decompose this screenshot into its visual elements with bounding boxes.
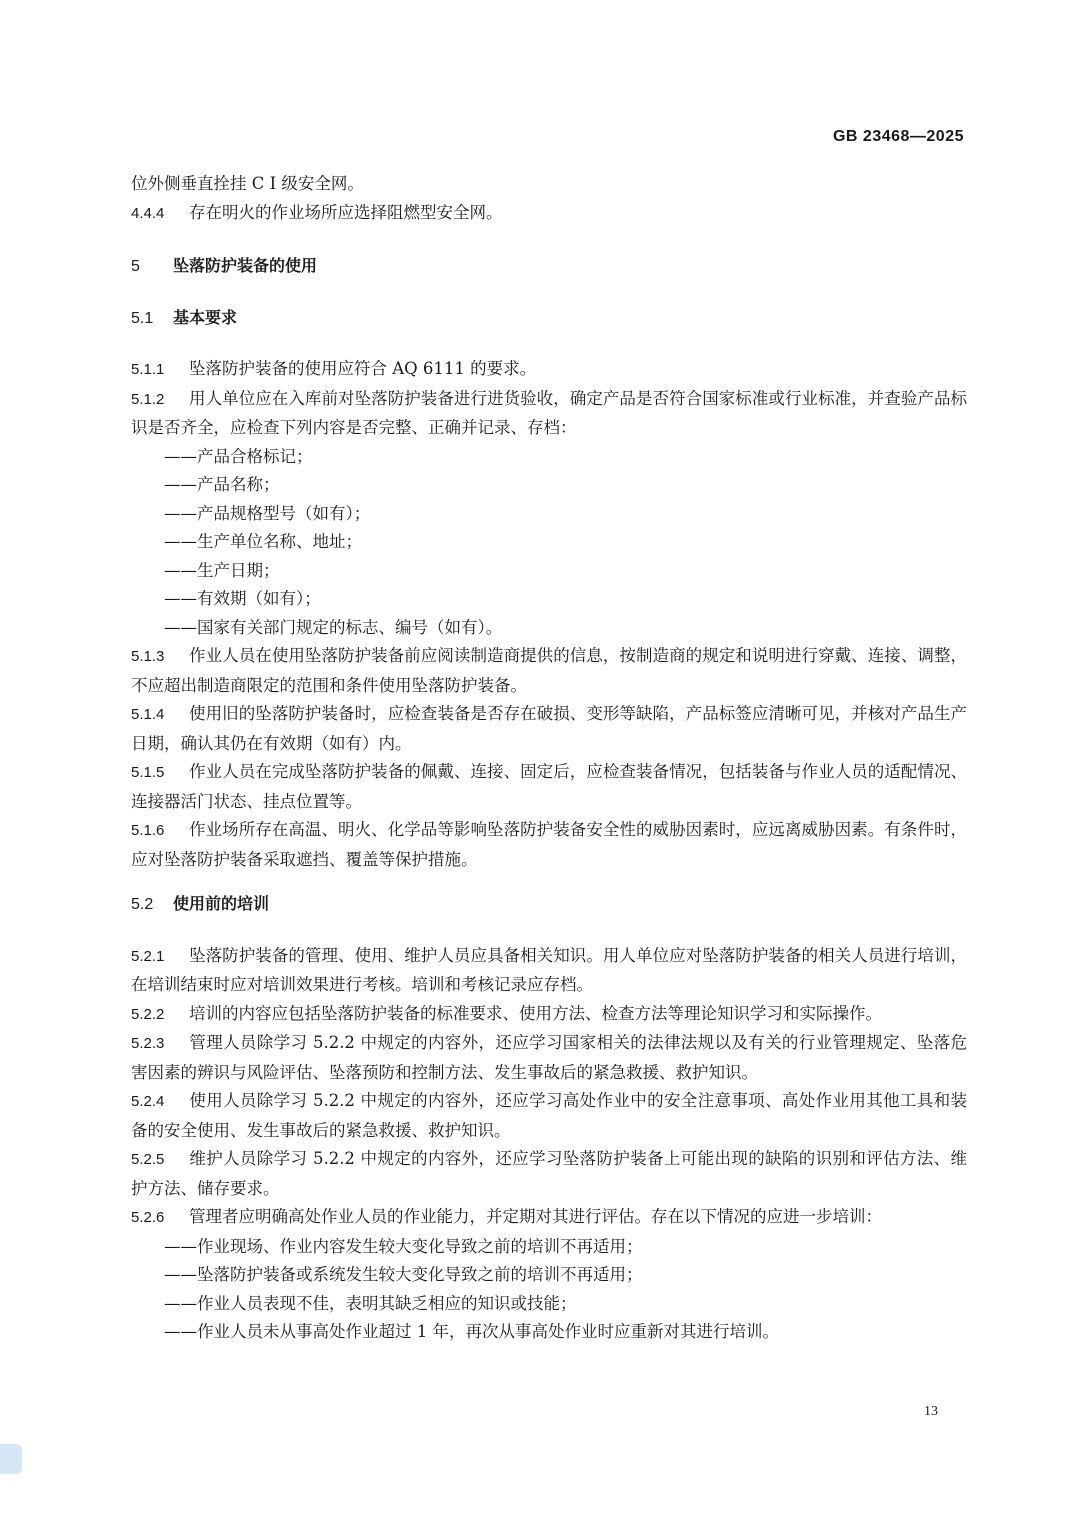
standard-number: GB 23468—2025 [832, 128, 964, 145]
clause-number: 5.2.3 [131, 1035, 165, 1052]
heading-5 [131, 252, 967, 282]
heading-5-1 [131, 304, 967, 334]
clause-5-1-3 [131, 642, 967, 700]
clause-5-1-5 [131, 758, 967, 816]
clause-number: 5.1.4 [131, 706, 165, 723]
list-item: ——作业现场、作业内容发生较大变化导致之前的培训不再适用； [164, 1236, 643, 1256]
list-item: ——有效期（如有）； [164, 589, 321, 608]
heading-number: 5.1 [131, 309, 154, 327]
clause-text: 管理者应明确高处作业人员的作业能力，并定期对其进行评估。存在以下情况的应进一步培训： [189, 1207, 882, 1226]
clause-text: 存在明火的作业场所应选择阻燃型安全网。 [189, 202, 503, 222]
heading-5-2 [131, 890, 967, 920]
clause-5-1-4 [131, 700, 967, 758]
clause-number: 5.1.5 [131, 764, 165, 781]
clause-text: 坠落防护装备的管理、使用、维护人员应具备相关知识。用人单位应对坠落防护装备的相关人员进行培训，在培训结束时应对培训效果进行考核。培训和考核记录应存档。 [131, 945, 967, 994]
body-text [131, 170, 967, 1347]
clause-number: 5.1.3 [131, 648, 165, 665]
continued-paragraph: 位外侧垂直拴挂 C Ⅰ 级安全网。 [131, 174, 364, 193]
clause-text: 管理人员除学习 5.2.2 中规定的内容外，还应学习国家相关的法律法规以及有关的行业管理规定、坠落危害因素的辨识与风险评估、坠落预防和控制方法、发生事故后的紧急救援、救护知识。 [131, 1033, 967, 1082]
clause-number: 5.2.6 [131, 1209, 165, 1226]
clause-5-2-4 [131, 1087, 967, 1145]
clause-text: 培训的内容应包括坠落防护装备的标准要求、使用方法、检查方法等理论知识学习和实际操作。 [189, 1003, 882, 1023]
clause-number: 5.1.2 [131, 390, 165, 408]
clause-5-1-6 [131, 816, 967, 874]
clause-number: 5.1.1 [131, 361, 165, 378]
clause-number: 5.2.5 [131, 1151, 165, 1168]
list-item: ——作业人员未从事高处作业超过 1 年，再次从事高处作业时应重新对其进行培训。 [164, 1322, 779, 1341]
clause-4-4-4 [131, 199, 967, 229]
clause-5-1-2 [131, 385, 967, 443]
list-item: ——坠落防护装备或系统发生较大变化导致之前的培训不再适用； [164, 1265, 643, 1284]
clause-text: 使用旧的坠落防护装备时，应检查装备是否存在破损、变形等缺陷，产品标签应清晰可见，并核对产品生产日期，确认其仍在有效期（如有）内。 [131, 704, 967, 753]
list-item: ——生产日期； [164, 560, 280, 580]
clause-5-2-2 [131, 1000, 967, 1030]
clause-number: 4.4.4 [131, 204, 165, 222]
clause-text: 坠落防护装备的使用应符合 AQ 6111 的要求。 [189, 359, 537, 378]
clause-text: 使用人员除学习 5.2.2 中规定的内容外，还应学习高处作业中的安全注意事项、高处作业用其他工具和装备的安全使用、发生事故后的紧急救援、救护知识。 [131, 1091, 967, 1140]
clause-text: 作业人员在使用坠落防护装备前应阅读制造商提供的信息，按制造商的规定和说明进行穿戴、连接、调整，不应超出制造商限定的范围和条件使用坠落防护装备。 [131, 646, 967, 695]
clause-number: 5.2.2 [131, 1005, 165, 1023]
clause-number: 5.1.6 [131, 822, 165, 839]
clause-text: 维护人员除学习 5.2.2 中规定的内容外，还应学习坠落防护装备上可能出现的缺陷的识别和评估方法、维护方法、储存要求。 [131, 1149, 967, 1198]
clause-5-2-3 [131, 1029, 967, 1087]
clause-number: 5.2.4 [131, 1093, 165, 1110]
clause-text: 用人单位应在入库前对坠落防护装备进行进货验收，确定产品是否符合国家标准或行业标准，并查验产品标识是否齐全，应检查下列内容是否完整、正确并记录、存档： [131, 388, 967, 437]
list-item: ——产品规格型号（如有）； [164, 503, 371, 523]
clause-5-2-5 [131, 1145, 967, 1203]
list-item: ——国家有关部门规定的标志、编号（如有）。 [164, 617, 503, 637]
clause-5-2-1 [131, 942, 967, 1000]
heading-text: 基本要求 [173, 307, 238, 327]
heading-text: 坠落防护装备的使用 [173, 256, 318, 275]
clause-number: 5.2.1 [131, 947, 165, 965]
list-item: ——生产单位名称、地址； [164, 532, 362, 551]
page-number: 13 [924, 1404, 938, 1419]
heading-number: 5.2 [131, 896, 154, 913]
clause-text: 作业人员在完成坠落防护装备的佩戴、连接、固定后，应检查装备情况，包括装备与作业人员的适配情况、连接器活门状态、挂点位置等。 [131, 762, 967, 811]
clause-text: 作业场所存在高温、明火、化学品等影响坠落防护装备安全性的威胁因素时，应远离威胁因素。有条件时，应对坠落防护装备采取遮挡、覆盖等保护措施。 [131, 820, 967, 869]
corner-watermark [0, 1444, 22, 1474]
list-item: ——作业人员表现不佳，表明其缺乏相应的知识或技能； [164, 1293, 577, 1313]
heading-text: 使用前的培训 [173, 894, 270, 913]
clause-5-2-6 [131, 1203, 967, 1233]
heading-number: 5 [131, 258, 140, 275]
list-item: ——产品合格标记； [164, 446, 313, 466]
list-item: ——产品名称； [164, 475, 280, 494]
clause-5-1-1 [131, 355, 967, 385]
